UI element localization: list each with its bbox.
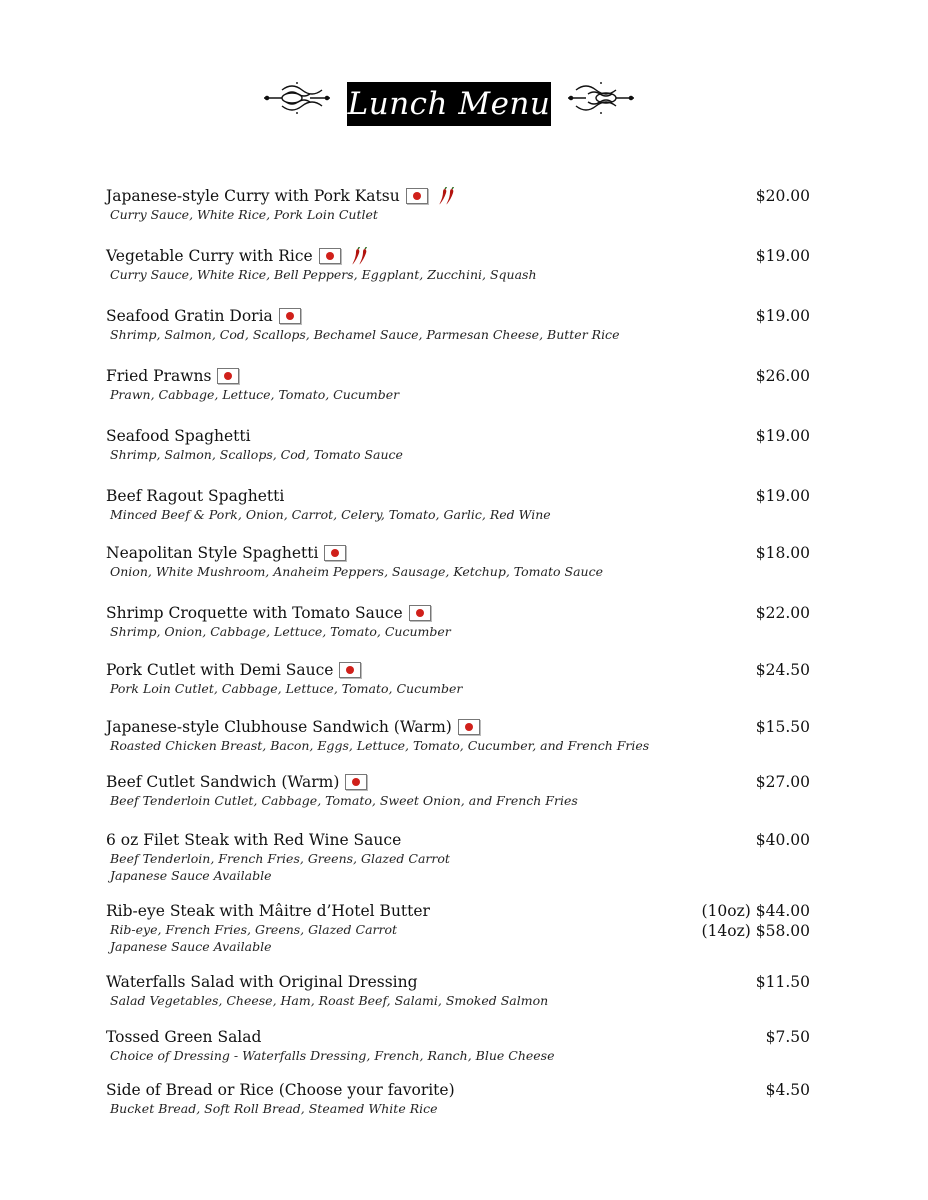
- scroll-ornament-icon: [262, 80, 332, 116]
- menu-item-description: Shrimp, Salmon, Scallops, Cod, Tomato Sauce: [110, 447, 403, 462]
- menu-item-price: [756, 603, 810, 623]
- price-line: $20.00: [755, 187, 810, 205]
- menu-header: [0, 78, 928, 134]
- menu-item-description: Bucket Bread, Soft Roll Bread, Steamed White Rice: [110, 1101, 438, 1116]
- menu-item-name-row: [106, 486, 810, 506]
- price-line: (10oz) $44.00: [701, 902, 810, 920]
- menu-item: [106, 1027, 810, 1064]
- menu-item-price: [766, 1080, 810, 1100]
- menu-item-name: Seafood Gratin Doria: [106, 307, 273, 325]
- menu-item-name: Tossed Green Salad: [106, 1028, 262, 1046]
- menu-item-price: [756, 972, 810, 992]
- menu-item-name-row: [106, 366, 810, 386]
- menu-item-name-row: [106, 426, 810, 446]
- menu-item: [106, 603, 810, 640]
- menu-item-price: [756, 486, 810, 506]
- menu-item-name: Beef Ragout Spaghetti: [106, 487, 285, 505]
- price-line: $27.00: [755, 773, 810, 791]
- menu-item-price: [756, 772, 810, 792]
- menu-item-name: 6 oz Filet Steak with Red Wine Sauce: [106, 831, 402, 849]
- menu-item-name: Vegetable Curry with Rice: [106, 247, 313, 265]
- menu-item: [106, 772, 810, 809]
- menu-item-price: [756, 366, 810, 386]
- menu-item: [106, 717, 810, 754]
- menu-item-price: [756, 717, 810, 737]
- price-line: $24.50: [755, 661, 810, 679]
- menu-item: [106, 426, 810, 463]
- menu-item: [106, 901, 810, 955]
- menu-item-name: Beef Cutlet Sandwich (Warm): [106, 773, 340, 791]
- japan-flag-icon: [345, 774, 367, 790]
- menu-item-name-row: [106, 543, 810, 563]
- menu-item-name-row: [106, 772, 810, 792]
- menu-item-description: Pork Loin Cutlet, Cabbage, Lettuce, Tomato, Cucumber: [110, 681, 463, 696]
- japan-flag-icon: [458, 719, 480, 735]
- japan-flag-icon: [217, 368, 239, 384]
- menu-item: [106, 366, 810, 403]
- japan-flag-icon: [406, 188, 428, 204]
- scroll-ornament-icon: [566, 80, 636, 116]
- menu-item-price: [756, 660, 810, 680]
- menu-item-name-row: [106, 1027, 810, 1047]
- menu-item-description: Shrimp, Onion, Cabbage, Lettuce, Tomato, Cucumber: [110, 624, 451, 639]
- menu-item: [106, 486, 810, 523]
- menu-item-description: Japanese Sauce Available: [110, 939, 272, 954]
- price-line: $26.00: [755, 367, 810, 385]
- menu-item: [106, 972, 810, 1009]
- menu-item-price: [756, 306, 810, 326]
- menu-item-name: Japanese-style Curry with Pork Katsu: [106, 187, 400, 205]
- menu-item-description: Minced Beef & Pork, Onion, Carrot, Celery, Tomato, Garlic, Red Wine: [110, 507, 551, 522]
- menu-item-price: [756, 426, 810, 446]
- japan-flag-icon: [279, 308, 301, 324]
- japan-flag-icon: [324, 545, 346, 561]
- menu-item-name: Seafood Spaghetti: [106, 427, 251, 445]
- price-line: $15.50: [755, 718, 810, 736]
- menu-item: [106, 246, 810, 283]
- price-line: $18.00: [755, 544, 810, 562]
- price-line: $4.50: [765, 1081, 810, 1099]
- menu-item-description: Beef Tenderloin, French Fries, Greens, Glazed Carrot: [110, 851, 450, 866]
- menu-item: [106, 543, 810, 580]
- menu-item: [106, 660, 810, 697]
- menu-item-description: Shrimp, Salmon, Cod, Scallops, Bechamel Sauce, Parmesan Cheese, Butter Rice: [110, 327, 620, 342]
- menu-item-price: [756, 830, 810, 850]
- page-title: Lunch Menu: [347, 82, 551, 126]
- menu-item-name-row: [106, 830, 810, 850]
- menu-item-description: Roasted Chicken Breast, Bacon, Eggs, Lettuce, Tomato, Cucumber, and French Fries: [110, 738, 650, 753]
- menu-item-name: Rib-eye Steak with Mâitre d’Hotel Butter: [106, 902, 430, 920]
- menu-item-price: [766, 1027, 810, 1047]
- menu-item-description: Prawn, Cabbage, Lettuce, Tomato, Cucumber: [110, 387, 400, 402]
- chili-pepper-icon: [349, 247, 369, 265]
- price-line: $19.00: [755, 247, 810, 265]
- menu-item-name-row: [106, 717, 810, 737]
- price-line: $19.00: [755, 307, 810, 325]
- menu-item-name-row: [106, 660, 810, 680]
- menu-item-name-row: [106, 246, 810, 266]
- price-line: $22.00: [755, 604, 810, 622]
- japan-flag-icon: [339, 662, 361, 678]
- menu-item-name: Waterfalls Salad with Original Dressing: [106, 973, 418, 991]
- menu-item-description: Rib-eye, French Fries, Greens, Glazed Carrot: [110, 922, 398, 937]
- menu-item-name-row: [106, 186, 810, 206]
- menu-item: [106, 186, 810, 223]
- menu-item-description: Choice of Dressing - Waterfalls Dressing, French, Ranch, Blue Cheese: [110, 1048, 555, 1063]
- menu-item-description: Onion, White Mushroom, Anaheim Peppers, Sausage, Ketchup, Tomato Sauce: [110, 564, 603, 579]
- chili-pepper-icon: [436, 187, 456, 205]
- menu-item-name-row: [106, 603, 810, 623]
- menu-item-price: [756, 246, 810, 266]
- menu-item-name: Neapolitan Style Spaghetti: [106, 544, 319, 562]
- menu-item-description: Japanese Sauce Available: [110, 868, 272, 883]
- menu-item-name: Pork Cutlet with Demi Sauce: [106, 661, 334, 679]
- menu-item-description: Salad Vegetables, Cheese, Ham, Roast Beef, Salami, Smoked Salmon: [110, 993, 549, 1008]
- price-line: $11.50: [755, 973, 810, 991]
- menu-item: [106, 306, 810, 343]
- menu-item-price: [756, 543, 810, 563]
- menu-item-description: Curry Sauce, White Rice, Pork Loin Cutlet: [110, 207, 378, 222]
- menu-item-name: Japanese-style Clubhouse Sandwich (Warm): [106, 718, 452, 736]
- menu-item: [106, 830, 810, 884]
- price-line: (14oz) $58.00: [701, 922, 810, 940]
- menu-item-price: [702, 901, 810, 941]
- menu-item-name: Side of Bread or Rice (Choose your favorite): [106, 1081, 455, 1099]
- menu-item: [106, 1080, 810, 1117]
- price-line: $40.00: [755, 831, 810, 849]
- menu-item-name-row: [106, 1080, 810, 1100]
- price-line: $19.00: [755, 427, 810, 445]
- menu-item-description: Curry Sauce, White Rice, Bell Peppers, Eggplant, Zucchini, Squash: [110, 267, 537, 282]
- price-line: $7.50: [765, 1028, 810, 1046]
- menu-item-name: Shrimp Croquette with Tomato Sauce: [106, 604, 403, 622]
- price-line: $19.00: [755, 487, 810, 505]
- menu-item-name-row: [106, 972, 810, 992]
- japan-flag-icon: [319, 248, 341, 264]
- menu-item-price: [756, 186, 810, 206]
- menu-item-name-row: [106, 306, 810, 326]
- menu-item-name: Fried Prawns: [106, 367, 212, 385]
- japan-flag-icon: [409, 605, 431, 621]
- menu-item-description: Beef Tenderloin Cutlet, Cabbage, Tomato, Sweet Onion, and French Fries: [110, 793, 578, 808]
